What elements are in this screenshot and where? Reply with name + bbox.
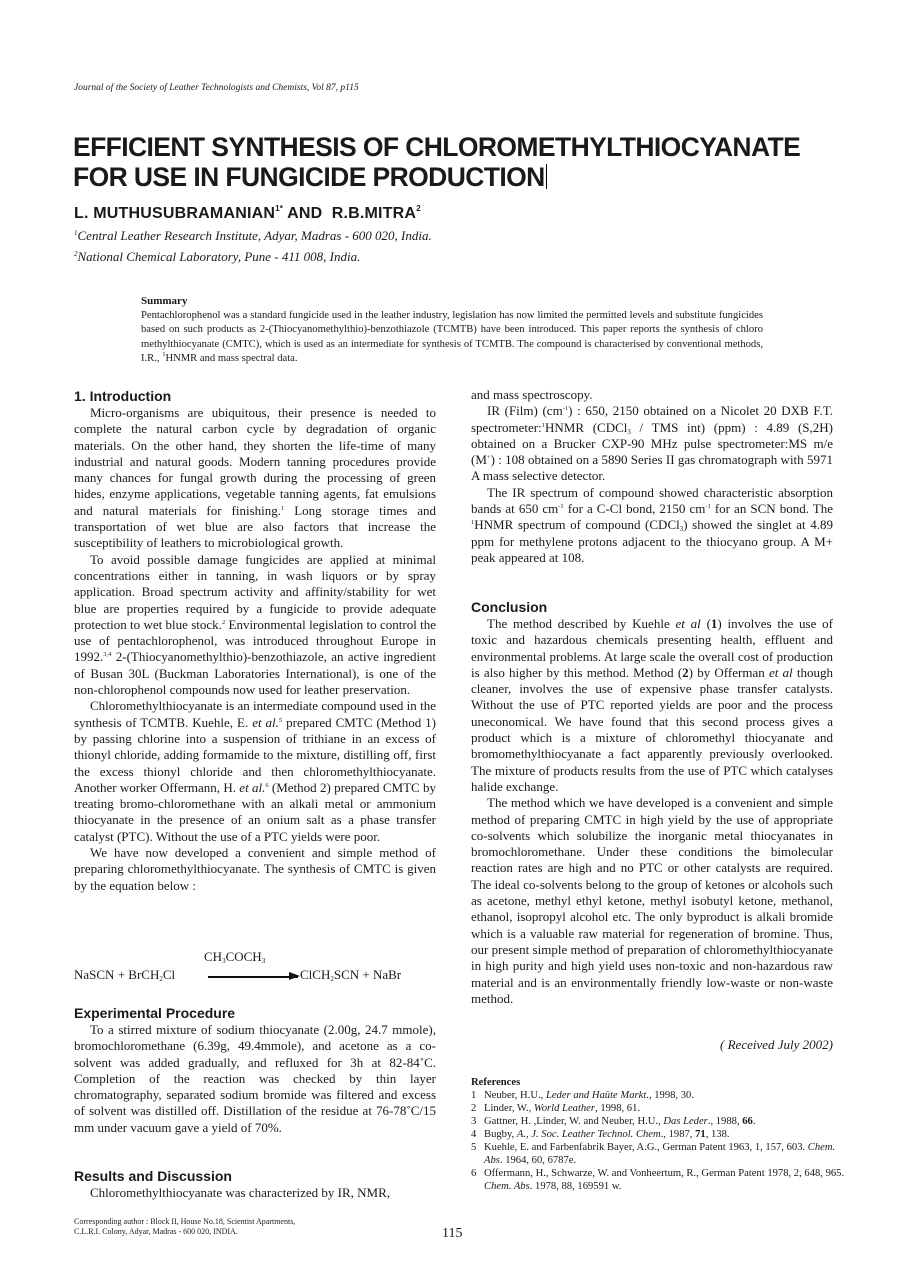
introduction-section: [74, 387, 436, 894]
conclusion-paragraph-1: The method described by Kuehle et al (1) involves the use of toxic and hazardous chemicals presenting health, effluent and environmental problems. At large scale the overall cost of production is also higher by this method. Method (2) by Offerman et al though cleaner, involves the use of expensive phase transfer catalysts. Without the use of PTC reported yields are poor and the process uneconomical. We have found that this second process gives a product which is a mixture of chloromethyl thiocyanate and bromomethylthiocyanate a fact apparently previously overlooked. The mixture of products results from the use of PTC which catalyses halide exchange.: [471, 616, 833, 794]
results-continued: [471, 387, 833, 566]
text-cursor: [546, 164, 547, 189]
reference-item: 3 Gattner, H. ,Linder, W. and Neuber, H.U., Das Leder., 1988, 66.: [471, 1116, 756, 1127]
introduction-heading: 1. Introduction: [74, 388, 172, 404]
reference-item: 6 Offermann, H., Schwarze, W. and Vonheertum, R., German Patent 1978, 2, 648, 965. Chem. Abs. 1978, 88, 169591 w.: [471, 1168, 845, 1192]
author-line: L. $MUTHUSUBRAMANIAN^{1*}$ AND R.B.MITRA$^2$: [74, 204, 421, 222]
reference-item: 1 Neuber, H.U., Leder and Haüte Markt., 1998, 30.: [471, 1090, 694, 1101]
reactants: NaSCN + BrCH$_2$Cl: [74, 967, 176, 983]
results-paragraph-1-end: and mass spectroscopy.: [471, 387, 593, 402]
page-number: 115: [442, 1226, 463, 1241]
references-heading: References: [471, 1077, 521, 1088]
conclusion-paragraph-2: The method which we have developed is a convenient and simple method of preparing CMTC in high yield by the use of appropriate co-solvents which solubilize the inorganic metal thiocyanates in bromochloromethane. Under these conditions the bimolecular reaction rates are high and no PTC or other catalysts are required. The ideal co-solvents belong to the group of ketones or alcohols such as acetone, methyl ethyl ketone, methyl isobutyl ketone, methanol, ethanol, isopropyl alcohol etc. The only byproduct is alkali bromide which is a valuable raw material for regeneration of bromine. Thus, our present simple method of preparation of chloromethylthiocyanate in high purity and high yield uses non-toxic and non-hazardous raw material and is an environmentally friendly low-waste or non-waste method.: [471, 795, 833, 1006]
intro-paragraph-4: We have now developed a convenient and simple method of preparing chloromethylthiocyanate. The synthesis of CMTC is given by the equation below :: [74, 845, 436, 893]
title-line-2: FOR USE IN FUNGICIDE PRODUCTION: [73, 162, 545, 192]
author-1: L. MUTHUSUBRAMANIAN: [74, 205, 276, 222]
summary-heading: Summary: [141, 295, 188, 307]
intro-paragraph-2: To avoid possible damage fungicides are applied at minimal concentrations either in tanning, in wash liquors or by spray application. Broad spectrum activity and affinity/stability for wet blue are properties required by a fungicide to provide adequate protection to wet blue stock.$^2$ Environmental legislation to control the use of pentachlorophenol, was introduced throughout Europe in 1992.$^{3,4}$ 2-(Thiocyanomethylthio)-benzothiazole, an active ingredient of Busan 30L (Buckman Laboratories International), is one of the non-chlorophenol compounds now used for leather preservation.: [74, 551, 436, 698]
author-conjunction: AND: [287, 205, 323, 222]
reaction-arrow-icon: [208, 976, 298, 978]
reaction-equation: [74, 949, 444, 989]
results-paragraph-3: The IR spectrum of compound showed characteristic absorption bands at 650 cm$^{-1}$ for a C-Cl bond, 2150 cm$^{-1}$ for an SCN bond. The $^1$HNMR spectrum of compound (CDCl$_3$) showed the singlet at 4.89 ppm for methylene protons adjacent to the thiocyano group. A M+ peak appeared at 108.: [471, 484, 833, 565]
results-paragraph-2: IR (Film) (cm$^{-1}$) : 650, 2150 obtained on a Nicolet 20 DXB F.T. spectrometer:$^1$HNMR (CDCl$_3$ / TMS int) (ppm) : 4.89 (S,2H) obtained on a Brucker CXP-90 MHz pulse spectrometer:MS m/e (M+) : 108 obtained on a 5890 Series II gas chromatograph with 5971 A mass selective detector.: [471, 403, 834, 484]
experimental-paragraph: To a stirred mixture of sodium thiocyanate (2.00g, 24.7 mmole), bromochloromethane (6.39g, 49.4mmole), and acetone as a co-solvent was added gradually, and refluxed for 3h at 82-84˚C. Completion of the reaction was checked by thin layer chromatography, separated sodium bromide was filtered and excess of solvent was distilled off. Distillation of the residue at 76-78˚C/15 mm under vacuum gave a yield of 70%.: [74, 1022, 436, 1135]
reference-item: 5 Kuehle, E. and Farbenfabrik Bayer, A.G., German Patent 1963, 1, 157, 603. Chem. Abs. 1964, 60, 6787e.: [471, 1142, 836, 1166]
author-2: R.B.MITRA: [331, 205, 417, 222]
reference-item: 4 Bugby, A., J. Soc. Leather Technol. Chem., 1987, 71, 138.: [471, 1129, 730, 1140]
reaction-solvent: $CH_3COCH_3$: [204, 949, 266, 965]
references-section: [471, 1076, 846, 1193]
reference-item: 2 Linder, W., World Leather, 1998, 61.: [471, 1103, 641, 1114]
affiliation-1: $^1$Central Leather Research Institute, Adyar, Madras - 600 020, India.: [74, 228, 432, 243]
summary-block: [141, 294, 763, 367]
intro-paragraph-1: Micro-organisms are ubiquitous, their presence is needed to complete the natural carbon cycle by degradation of organic materials. On the other hand, they shorten the life-time of many industrial and natural goods. Modern tanning procedures provide many chances for fungal growth during the processing of green hides, enzyme applications, vegetable tanning agents, fat emulsions and natural materials for finishing.$^1$ Long storage times and transportation of wet blue are also factors that increase the susceptibility of leathers to microbiological growth.: [74, 405, 436, 551]
title-line-1: EFFICIENT SYNTHESIS OF CHLOROMETHYLTHIOCYANATE: [73, 132, 801, 162]
summary-text: Pentachlorophenol was a standard fungicide used in the leather industry, legislation has now limited the permitted levels and substitute fungicides based on such products as 2-(Thiocyanomethylthio)-benzothiazole (TCMTB) have been introduced. This paper reports the synthesis of chloro methylthiocyanate (CMTC), which is used as an intermediate for synthesis of TCMTB. The compound is characterised by conventional methods, I.R., $^1$HNMR and mass spectral data.: [141, 309, 763, 365]
conclusion-heading: Conclusion: [471, 599, 548, 615]
affiliation-2: $^2$National Chemical Laboratory, Pune - 411 008, India.: [74, 249, 361, 264]
experimental-heading: Experimental Procedure: [74, 1005, 236, 1021]
intro-paragraph-3: Chloromethylthiocyanate is an intermediate compound used in the synthesis of TCMTB. Kuehle, E. et al.$^5$ prepared CMTC (Method 1) by passing chlorine into a suspension of trithiane in an excess of thionyl chloride, adding formamide to the mixture, distilling off, first the excess thionyl chloride and then chloromethylthiocyanate. Another worker Offermann, H. et al.$^6$ (Method 2) prepared CMTC by treating bromo-chloromethane with an alkali metal or ammonium thiocyanate in the presence of an onium salt as a phase transfer catalyst (PTC). Without the use of a PTC yields were poor.: [74, 698, 436, 844]
corresponding-author-footnote: Corresponding author : Block II, House No.18, Scientist Apartments, C.L.R.I. Colony, Adyar, Madras - 600 020, INDIA.: [74, 1217, 296, 1236]
running-head: Journal of the Society of Leather Technologists and Chemists, Vol 87, p115: [74, 83, 359, 93]
products: ClCH$_2$SCN + NaBr: [300, 967, 402, 983]
results-paragraph-1-start: Chloromethylthiocyanate was characterized by IR, NMR,: [90, 1185, 390, 1200]
experimental-section: [74, 1004, 436, 1136]
results-heading: Results and Discussion: [74, 1168, 232, 1184]
conclusion-section: [471, 598, 833, 1007]
received-date: ( Received July 2002): [720, 1037, 833, 1052]
results-section: [74, 1167, 436, 1201]
article-title: [73, 132, 853, 192]
